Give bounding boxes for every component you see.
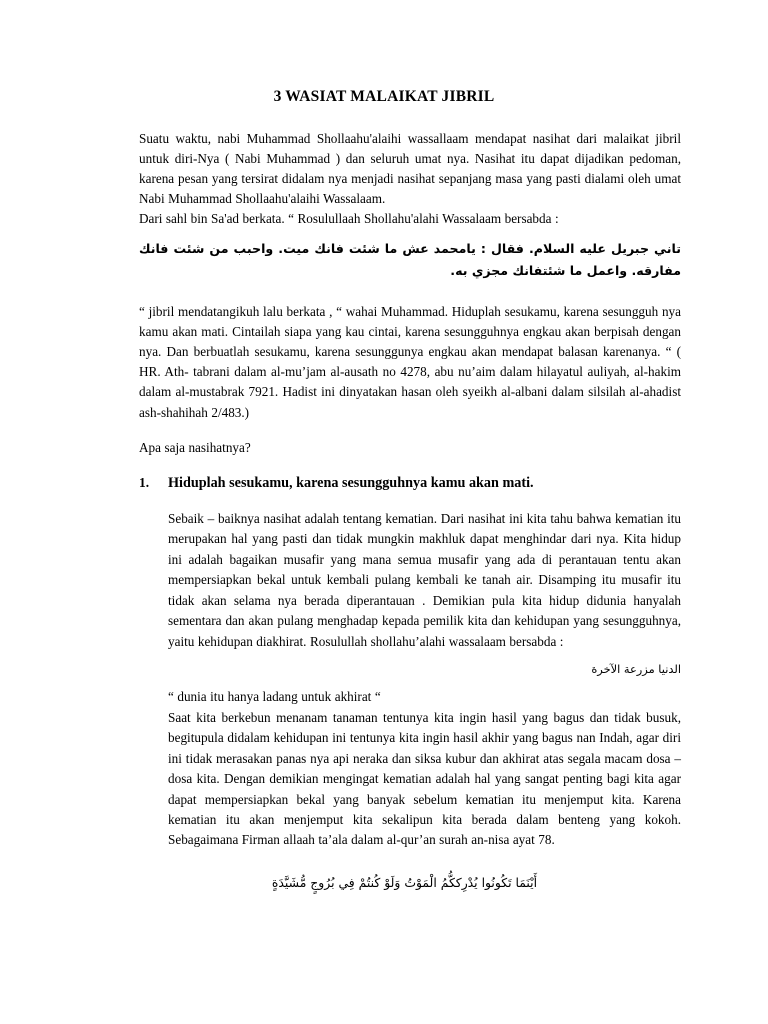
quote-translation: “ dunia itu hanya ladang untuk akhirat “: [168, 689, 381, 705]
body-paragraph-2: Saat kita berkebun menanam tanaman tentunya kita ingin hasil yang bagus dan tidak busuk, begitupula didalam kehidupan ini tentunya kita ingin hasil akhir yang bagus nan Indah, agar diri ini tidak merasakan panas nya api neraka dan siksa kubur dan akhirat atas segala macam dosa – dosa kita. Dengan demikian mengingat kematian adalah hal yang sangat penting bagi kita agar dapat mempersiapkan bekal yang banyak sebelum kematian itu menjemput kita. Karena kematian itu akan menjemput kita sekalipun kita berada dalam benteng yang kokoh. Sebagaimana Firman allaah ta’ala dalam al-qur’an surah an-nisa ayat 78.: [168, 709, 681, 848]
arabic-quote-text: الدنيا مزرعة الآخرة: [591, 662, 681, 677]
spacer: [139, 494, 681, 509]
intro-paragraph: Suatu waktu, nabi Muhammad Shollaahu'alaihi wassallaam mendapat nasihat dari malaikat jibril untuk diri-Nya ( Nabi Muhammad ) dan seluruh umat nya. Nasihat itu dapat dijadikan pedoman, karena pesan yang tersirat didalam nya menjadi nasihat sepanjang masa yang pasti dialami oleh umat Nabi Muhammad Shollaahu'alaihi Wassalaam.: [139, 130, 681, 206]
hadith-translation-paragraph: “ jibril mendatangikuh lalu berkata , “ wahai Muhammad. Hiduplah sesukamu, karena sesungguh nya kamu akan mati. Cintailah siapa yang kau cintai, karena sesungguhnya engkau akan berpisah dengan nya. Dan berbuatlah sesukamu, karena sesunggunya engkau akan mendapat balasan karenanya. “ ( HR. Ath- tabrani dalam al-mu’jam al-ausath no 4278, abu nu’aim dalam hilayatul auliyah, al-hakim dalam al-mustabrak 7921. Hadist ini dinyatakan hasan oleh syeikh al-albani dalam silsilah al-ahadist ash-shahihah 2/483.): [139, 304, 681, 420]
question-line: Apa saja nasihatnya?: [139, 439, 251, 455]
list-item-body: [168, 509, 681, 893]
spacer: [139, 281, 681, 302]
arabic-verse-text: أَيْنَمَا تَكُونُوا يُدْرِككُّمُ الْمَوْتُ وَلَوْ كُنتُمْ فِي بُرُوجٍ مُّشَيَّدَةٍ: [271, 874, 538, 890]
spacer: [168, 678, 681, 687]
spacer: [168, 652, 681, 661]
narration-line: Dari sahl bin Sa'ad berkata. “ Rosulullaah Shollahu'alahi Wassalaam bersabda :: [139, 210, 559, 226]
list-item-number: 1.: [139, 474, 150, 490]
spacer: [139, 423, 681, 438]
spacer: [168, 851, 681, 872]
page-title: 3 WASIAT MALAIKAT JIBRIL: [273, 88, 495, 105]
arabic-hadith-text: تاني جبريل عليه السلام. فقال : يامحمد عش ما شئت فانك ميت. واحبب من شئت فانك مفارقه. واعمل ما شئتفانك مجزي به.: [139, 240, 681, 278]
list-item-heading: Hiduplah sesukamu, karena sesungguhnya kamu akan mati.: [168, 474, 534, 491]
spacer: [139, 458, 681, 473]
list-item: [139, 473, 681, 494]
spacer: [139, 229, 681, 238]
body-paragraph-1: Sebaik – baiknya nasihat adalah tentang kematian. Dari nasihat ini kita tahu bahwa kematian itu merupakan hal yang pasti dan tidak mungkin makhluk dapat menghindar dari nya. Kita hidup ini adalah bagaikan musafir yang mana semua musafir yang ada di perantauan tentu akan mempersiapkan bekal untuk kembali pulang kembali ke tanah air. Disamping itu musafir itu tidak akan selama nya berada diperantauan . Demikian pula kita hidup didunia hanyalah sementara dan akan pulang menghadap kepada pemilik kita dan kehidupan yang sesungguhnya, yaitu kehidupan diakhirat. Rosulullah shollahu’alahi wassalaam bersabda :: [168, 510, 681, 649]
